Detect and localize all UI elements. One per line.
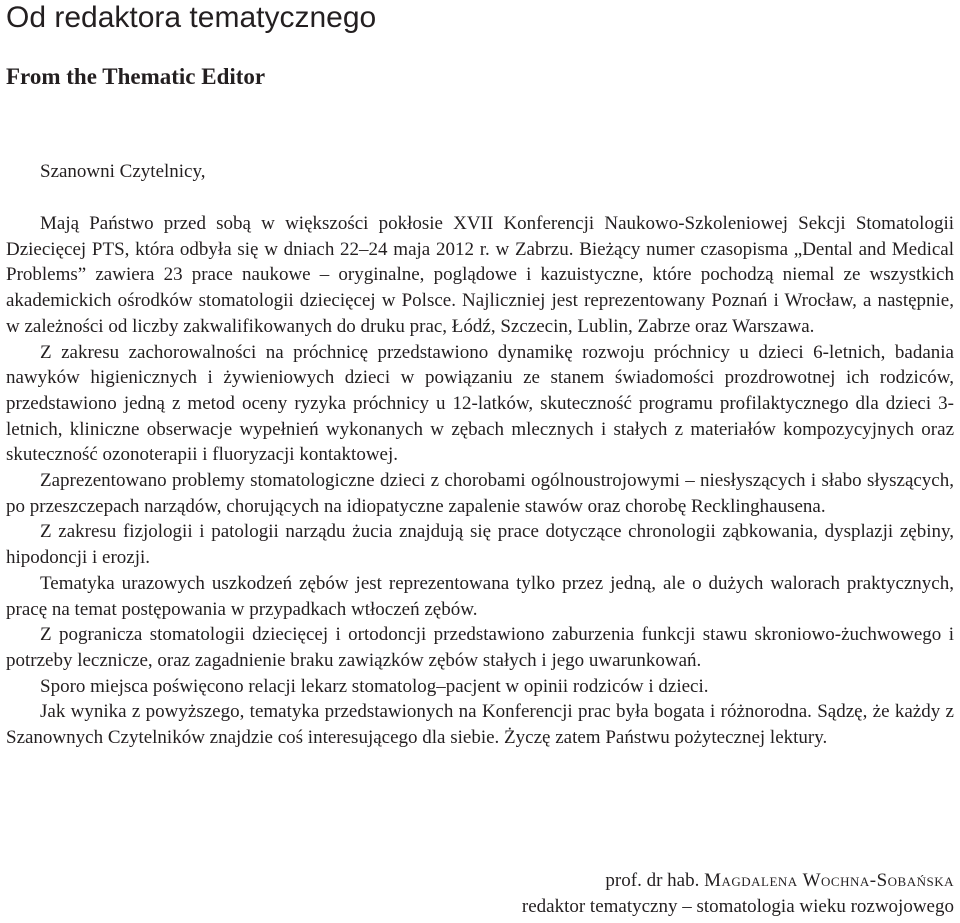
paragraph-3: Zaprezentowano problemy stomatologiczne dzieci z chorobami ogólnoustrojowymi – niesłyszących i słabo słyszących, po przeszczepach narządów, chorujących na idiopatyczne zapalenie stawów oraz chorobę Recklinghausena.: [6, 470, 954, 517]
paragraph-8: Jak wynika z powyższego, tematyka przedstawionych na Konferencji prac była bogata i różnorodna. Sądzę, że każdy z Szanownych Czytelników znajdzie coś interesującego dla siebie. Życzę zatem Państwu pożytecznej lektury.: [6, 701, 954, 749]
paragraph-1: Mają Państwo przed sobą w większości pokłosie XVII Konferencji Naukowo-Szkoleniowej Sekcji Stomatologii Dziecięcej PTS, która odbyła się w dniach 22–24 maja 2012 r. w Zabrzu. Bieżący numer czasopisma „Dental and Medical Problems” zawiera 23 prace naukowe – oryginalne, poglądowe i kazuistyczne, które pochodzą niemal ze wszystkich akademickich ośrodków stomatologii dziecięcej w Polsce. Najliczniej jest reprezentowany Poznań i Wrocław, a następnie, w zależności od liczby zakwalifikowanych do druku prac, Łódź, Szczecin, Lublin, Zabrze oraz Warszawa.: [6, 213, 954, 337]
signature: [522, 868, 954, 920]
paragraph-4: Z zakresu fizjologii i patologii narządu żucia znajdują się prace dotyczące chronologii ząbkowania, dysplazji zębiny, hipodoncji i erozji.: [6, 521, 954, 569]
signature-line-1: [522, 868, 954, 894]
letter-body: [6, 211, 954, 751]
signature-role: redaktor tematyczny – stomatologia wieku rozwojowego: [521, 896, 954, 917]
signature-name: Magdalena Wochna-Sobańska: [704, 870, 954, 891]
paragraph-6: Z pogranicza stomatologii dziecięcej i ortodoncji przedstawiono zaburzenia funkcji stawu skroniowo-żuchwowego i potrzeby lecznicze, oraz zagadnienie braku zawiązków zębów stałych i jego uwarunkowań.: [6, 624, 954, 671]
paragraph-2: Z zakresu zachorowalności na próchnicę przedstawiono dynamikę rozwoju próchnicy u dzieci 6-letnich, badania nawyków higienicznych i żywieniowych dzieci w powiązaniu ze stanem świadomości prozdrowotnej ich rodziców, przedstawiono jedną z metod oceny ryzyka próchnicy u 12-latków, skuteczność programu profilaktycznego dla dzieci 3-letnich, kliniczne obserwacje wypełnień wykonanych w zębach mlecznych i stałych z materiałów kompozycyjnych oraz skuteczność ozonoterapii i fluoryzacji kontaktowej.: [6, 341, 954, 466]
page-title: Od redaktora tematycznego: [6, 1, 377, 34]
paragraph-7: Sporo miejsca poświęcono relacji lekarz stomatolog–pacjent w opinii rodziców i dzieci.: [40, 675, 709, 697]
salutation: Szanowni Czytelnicy,: [40, 161, 206, 182]
page-subtitle: From the Thematic Editor: [6, 64, 266, 89]
paragraph-5: Tematyka urazowych uszkodzeń zębów jest reprezentowana tylko przez jedną, ale o dużych walorach praktycznych, pracę na temat postępowania w przypadkach wtłoczeń zębów.: [6, 572, 954, 620]
signature-title: prof. dr hab.: [605, 870, 700, 891]
